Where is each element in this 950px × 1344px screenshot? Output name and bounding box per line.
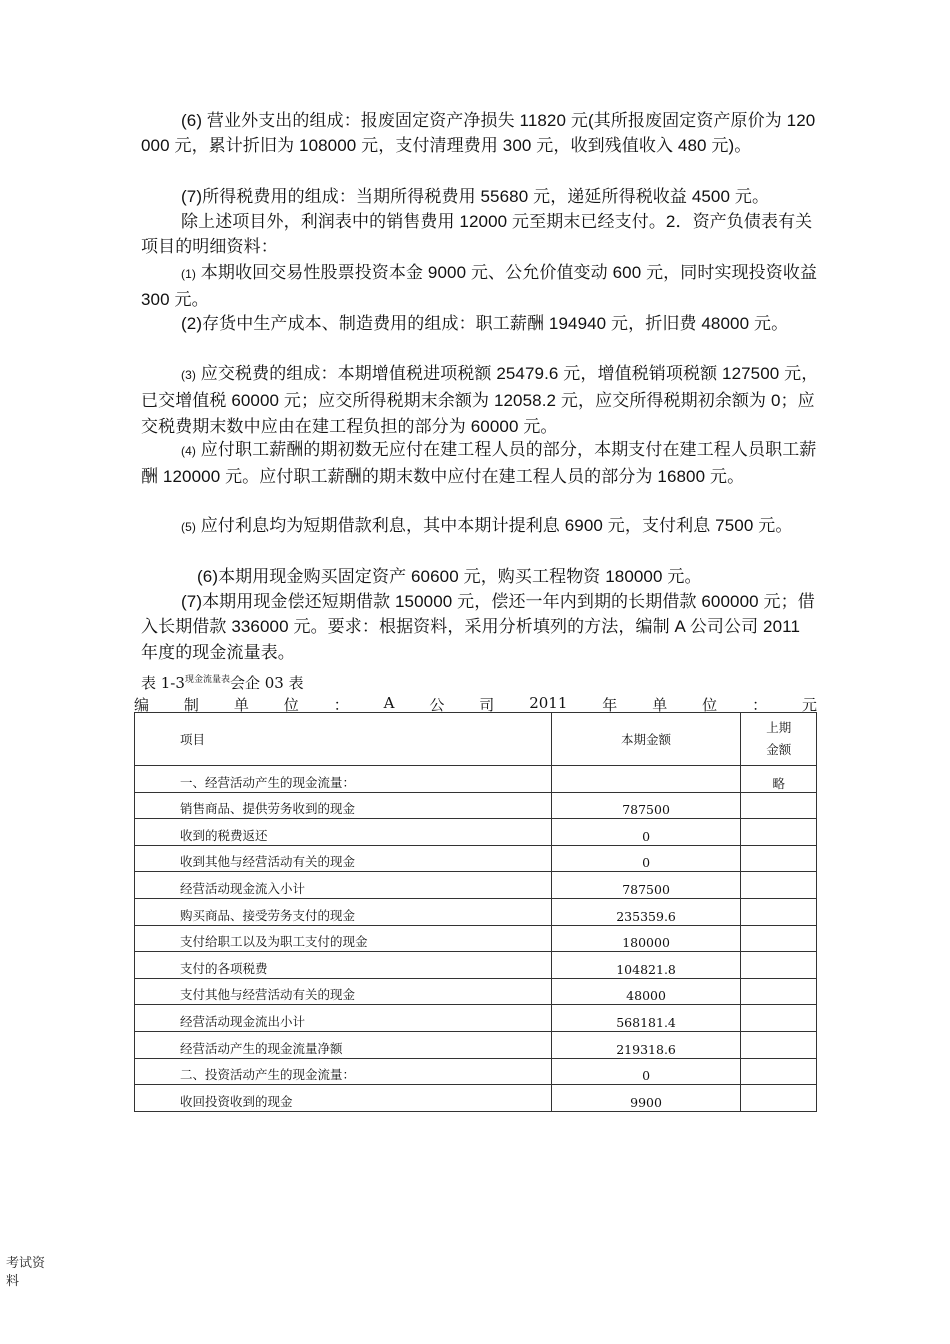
unit-char: 司	[479, 696, 495, 714]
paragraph-5-interest	[141, 513, 821, 540]
table-row	[135, 1085, 817, 1112]
paragraph-2-inventory: (2)存货中生产成本、制造费用的组成：职工薪酬 194940 元，折旧费 48000 元。	[181, 314, 789, 333]
unit-char: 编	[134, 696, 150, 714]
unit-char: 制	[183, 696, 199, 714]
table-row	[135, 1031, 817, 1058]
row-item: 收到其他与经营活动有关的现金	[135, 845, 552, 872]
paragraph-7-income-tax: (7)所得税费用的组成：当期所得税费用 55680 元，递延所得税收益 4500 元。	[181, 187, 770, 206]
paragraph-1-trading-stock	[141, 260, 821, 313]
table-row	[135, 925, 817, 952]
row-current-amount	[551, 766, 741, 793]
marker-1: (1)	[181, 267, 196, 281]
row-current-amount: 104821.8	[551, 952, 741, 979]
paragraph-4-text: 应付职工薪酬的期初数无应付在建工程人员的部分，本期支付在建工程人员职工薪酬 120000 元。应付职工薪酬的期末数中应付在建工程人员的部分为 16800 元。	[141, 440, 817, 487]
caption-prefix: 表 1-3	[141, 674, 185, 692]
row-previous-amount	[741, 845, 817, 872]
row-item: 支付给职工以及为职工支付的现金	[135, 925, 552, 952]
row-item: 收回投资收到的现金	[135, 1085, 552, 1112]
header-current-amount: 本期金额	[551, 713, 741, 766]
row-item: 经营活动现金流出小计	[135, 1005, 552, 1032]
unit-char: 元	[801, 696, 817, 714]
row-previous-amount	[741, 1085, 817, 1112]
unit-char: 位	[283, 696, 299, 714]
row-current-amount: 235359.6	[551, 898, 741, 925]
unit-char: 公	[429, 696, 445, 714]
header-previous-line2: 金额	[766, 742, 792, 757]
row-previous-amount	[741, 819, 817, 846]
paragraph-5-text: 应付利息均为短期借款利息，其中本期计提利息 6900 元，支付利息 7500 元。	[200, 516, 793, 535]
table-header-row	[135, 713, 817, 766]
footer-note	[6, 1254, 56, 1290]
row-previous-amount	[741, 925, 817, 952]
header-previous-line1: 上期	[766, 720, 792, 735]
row-previous-amount	[741, 978, 817, 1005]
row-item: 购买商品、接受劳务支付的现金	[135, 898, 552, 925]
caption-suffix: 会企 03 表	[229, 674, 304, 692]
table-row	[135, 819, 817, 846]
row-previous-amount: 略	[741, 766, 817, 793]
table-row	[135, 872, 817, 899]
cash-flow-table	[134, 712, 817, 1112]
unit-char: A	[383, 694, 395, 712]
unit-char: 位	[702, 696, 718, 714]
row-item: 销售商品、提供劳务收到的现金	[135, 792, 552, 819]
paragraph-6-fixed-assets: (6)本期用现金购买固定资产 60600 元，购买工程物资 180000 元。	[197, 567, 702, 586]
row-item: 经营活动产生的现金流量净额	[135, 1031, 552, 1058]
table-row	[135, 952, 817, 979]
row-previous-amount	[741, 1058, 817, 1085]
row-current-amount: 0	[551, 819, 741, 846]
caption-superscript: 现金流量表	[184, 675, 230, 685]
row-current-amount: 0	[551, 845, 741, 872]
row-item: 支付其他与经营活动有关的现金	[135, 978, 552, 1005]
paragraph-3-taxes-payable	[141, 361, 821, 439]
paragraph-4-payroll	[141, 437, 821, 490]
row-item: 一、经营活动产生的现金流量：	[135, 766, 552, 793]
row-current-amount: 180000	[551, 925, 741, 952]
table-row	[135, 766, 817, 793]
paragraph-7-loans: (7)本期用现金偿还短期借款 150000 元，偿还一年内到期的长期借款 600000 元；借入长期借款 336000 元。要求：根据资料，采用分析填列的方法，编制 A 公司公司 2011 年度的现金流量表。	[141, 592, 815, 662]
table-row	[135, 1005, 817, 1032]
row-item: 支付的各项税费	[135, 952, 552, 979]
table-row	[135, 1058, 817, 1085]
unit-char: ：	[752, 696, 768, 714]
unit-char: 2011	[529, 694, 568, 712]
marker-4: (4)	[181, 444, 196, 458]
row-item: 收到的税费返还	[135, 819, 552, 846]
row-current-amount: 219318.6	[551, 1031, 741, 1058]
unit-char: 单	[233, 696, 249, 714]
row-current-amount: 9900	[551, 1085, 741, 1112]
paragraph-6-nonoperating-expense: (6) 营业外支出的组成：报废固定资产净损失 11820 元(其所报废固定资产原价为 120000 元，累计折旧为 108000 元，支付清理费用 300 元，收到残值收入 480 元)。	[141, 111, 816, 156]
row-item: 二、投资活动产生的现金流量：	[135, 1058, 552, 1085]
paragraph-selling-expense: 除上述项目外，利润表中的销售费用 12000 元至期末已经支付。2．资产负债表有关项目的明细资料：	[141, 212, 813, 257]
marker-3: (3)	[181, 368, 196, 382]
row-previous-amount	[741, 898, 817, 925]
table-row	[135, 898, 817, 925]
row-current-amount: 787500	[551, 792, 741, 819]
row-current-amount: 48000	[551, 978, 741, 1005]
table-row	[135, 978, 817, 1005]
unit-char: 单	[652, 696, 668, 714]
row-previous-amount	[741, 1031, 817, 1058]
row-current-amount: 787500	[551, 872, 741, 899]
marker-5: (5)	[181, 520, 196, 534]
header-previous-amount	[741, 713, 817, 766]
row-item: 经营活动现金流入小计	[135, 872, 552, 899]
unit-char: ：	[333, 696, 349, 714]
row-previous-amount	[741, 872, 817, 899]
row-current-amount: 0	[551, 1058, 741, 1085]
row-previous-amount	[741, 1005, 817, 1032]
header-item: 项目	[135, 713, 552, 766]
paragraph-1-text: 本期收回交易性股票投资本金 9000 元、公允价值变动 600 元，同时实现投资收益 300 元。	[141, 263, 818, 310]
footer-line-2: 料	[6, 1273, 20, 1288]
row-current-amount: 568181.4	[551, 1005, 741, 1032]
unit-char: 年	[602, 696, 618, 714]
paragraph-3-text: 应交税费的组成：本期增值税进项税额 25479.6 元，增值税销项税额 127500 元，已交增值税 60000 元；应交所得税期末余额为 12058.2 元，应交所得税期初余额为 0；应交税费期末数中应由在建工程负担的部分为 60000 元。	[141, 364, 819, 436]
table-caption	[141, 672, 304, 693]
row-previous-amount	[741, 952, 817, 979]
table-row	[135, 845, 817, 872]
row-previous-amount	[741, 792, 817, 819]
table-row	[135, 792, 817, 819]
footer-line-1: 考试资	[6, 1255, 46, 1270]
